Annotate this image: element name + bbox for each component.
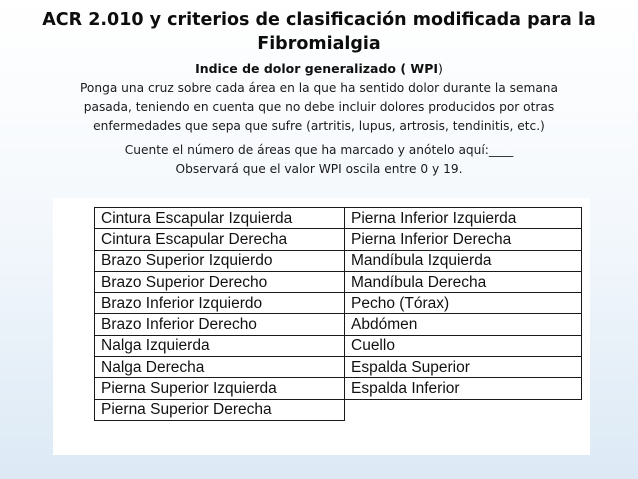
table-row — [95, 314, 582, 335]
body-areas-table — [94, 207, 582, 421]
area-cell[interactable]: Abdómen — [345, 314, 582, 335]
area-cell[interactable]: Pierna Superior Derecha — [95, 399, 345, 420]
instructions — [0, 79, 638, 179]
table-row — [95, 229, 582, 250]
empty-cell — [345, 399, 582, 420]
title-line-2: Fibromialgia — [257, 34, 381, 54]
area-cell[interactable]: Pierna Inferior Derecha — [345, 229, 582, 250]
table-row — [95, 378, 582, 399]
table-row — [95, 399, 582, 420]
wpi-subtitle-paren: ) — [438, 61, 443, 76]
instruction-line-1: Ponga una cruz sobre cada área en la que ha sentido dolor durante la semana — [79, 81, 558, 95]
slide-title — [0, 8, 638, 56]
area-cell[interactable]: Cintura Escapular Derecha — [95, 229, 345, 250]
title-line-1: ACR 2.010 y criterios de clasificación modificada para la — [42, 10, 596, 30]
area-cell[interactable]: Nalga Derecha — [95, 357, 345, 378]
instruction-line-3: enfermedades que sepa que sufre (artritis, lupus, artrosis, tendinitis, etc.) — [93, 119, 545, 133]
area-cell[interactable]: Brazo Superior Derecho — [95, 271, 345, 292]
table-row — [95, 271, 582, 292]
area-cell[interactable]: Espalda Superior — [345, 357, 582, 378]
area-cell[interactable]: Cuello — [345, 335, 582, 356]
area-cell[interactable]: Mandíbula Derecha — [345, 271, 582, 292]
table-row — [95, 293, 582, 314]
wpi-subtitle — [0, 60, 638, 77]
table-row — [95, 335, 582, 356]
table-row — [95, 208, 582, 229]
wpi-subtitle-text: Indice de dolor generalizado ( WPI — [195, 61, 439, 76]
table-row — [95, 357, 582, 378]
area-cell[interactable]: Espalda Inferior — [345, 378, 582, 399]
area-cell[interactable]: Mandíbula Izquierda — [345, 250, 582, 271]
area-cell[interactable]: Pierna Inferior Izquierda — [345, 208, 582, 229]
instruction-line-2: pasada, teniendo en cuenta que no debe incluir dolores producidos por otras — [83, 100, 555, 114]
area-cell[interactable]: Brazo Inferior Izquierdo — [95, 293, 345, 314]
count-instruction: Cuente el número de áreas que ha marcado y anótelo aquí:____ — [124, 143, 514, 157]
body-areas-panel — [53, 198, 590, 455]
area-cell[interactable]: Pierna Superior Izquierda — [95, 378, 345, 399]
wpi-range-note: Observará que el valor WPI oscila entre 0 y 19. — [175, 162, 463, 176]
slide-header — [0, 0, 638, 179]
area-cell[interactable]: Brazo Superior Izquierdo — [95, 250, 345, 271]
area-cell[interactable]: Pecho (Tórax) — [345, 293, 582, 314]
area-cell[interactable]: Nalga Izquierda — [95, 335, 345, 356]
area-cell[interactable]: Cintura Escapular Izquierda — [95, 208, 345, 229]
table-row — [95, 250, 582, 271]
area-cell[interactable]: Brazo Inferior Derecho — [95, 314, 345, 335]
